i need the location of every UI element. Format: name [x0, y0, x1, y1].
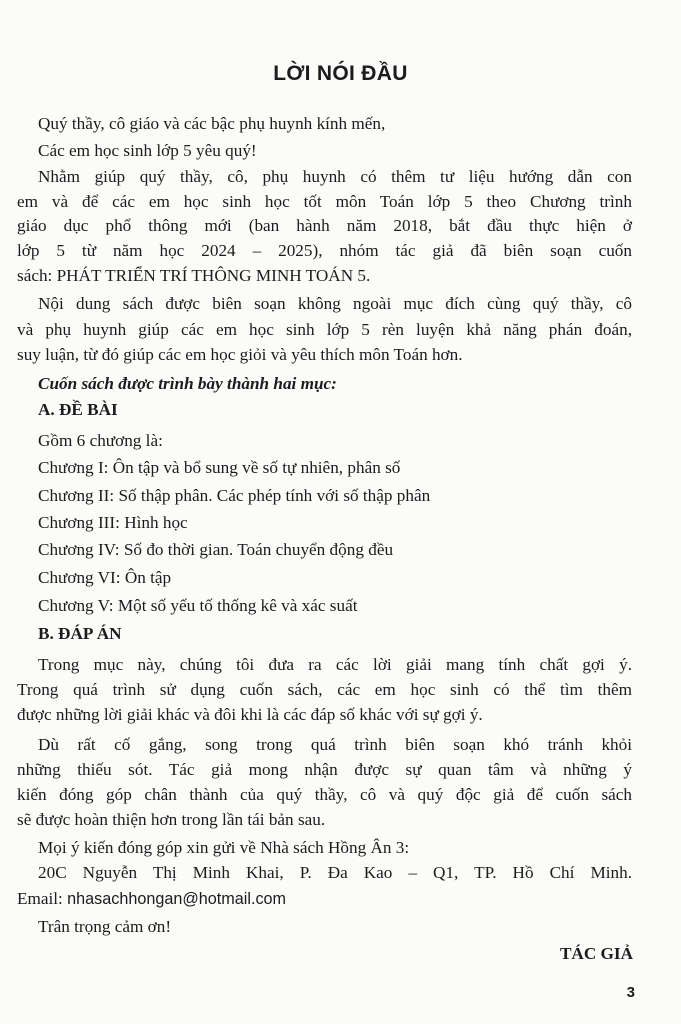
para-1-line-2: em và để các em học sinh học tốt môn Toán lớp 5 theo Chương trình — [17, 192, 632, 211]
greeting-line-2: Các em học sinh lớp 5 yêu quý! — [38, 141, 257, 160]
section-b-line-3: được những lời giải khác và đôi khi là các đáp số khác với sự gợi ý. — [17, 705, 483, 724]
contact-email-line — [17, 887, 632, 911]
author-signature: TÁC GIẢ — [559, 944, 633, 963]
para-3-line-3: kiến đóng góp chân thành của quý thầy, cô và quý độc giả để cuốn sách — [17, 785, 632, 804]
para-3-line-1: Dù rất cố gắng, song trong quá trình biên soạn khó tránh khỏi — [38, 735, 632, 754]
chapter-item: Chương V: Một số yếu tố thống kê và xác suất — [38, 596, 358, 615]
para-2-line-3: suy luận, từ đó giúp các em học giỏi và yêu thích môn Toán hơn. — [17, 345, 463, 364]
section-b-line-2: Trong quá trình sử dụng cuốn sách, các em học sinh có thể tìm thêm — [17, 680, 632, 699]
para-1-line-1: Nhằm giúp quý thầy, cô, phụ huynh có thêm tư liệu hướng dẫn con — [38, 167, 632, 186]
chapter-item: Chương VI: Ôn tập — [38, 568, 172, 587]
para-1-line-5: sách: PHÁT TRIỂN TRÍ THÔNG MINH TOÁN 5. — [17, 266, 371, 285]
para-2-line-1: Nội dung sách được biên soạn không ngoài mục đích cùng quý thầy, cô — [38, 294, 632, 313]
para-3-line-4: sẽ được hoàn thiện hơn trong lần tái bản sau. — [17, 810, 326, 829]
para-1-line-3: giáo dục phổ thông mới (ban hành năm 2018, bắt đầu thực hiện ở — [17, 216, 632, 235]
structure-heading: Cuốn sách được trình bày thành hai mục: — [38, 374, 337, 393]
section-b-line-1: Trong mục này, chúng tôi đưa ra các lời giải mang tính chất gợi ý. — [38, 655, 632, 674]
chapter-item: Chương II: Số thập phân. Các phép tính với số thập phân — [38, 486, 431, 505]
greeting-line-1: Quý thầy, cô giáo và các bậc phụ huynh kính mến, — [38, 114, 386, 133]
contact-address: 20C Nguyễn Thị Minh Khai, P. Đa Kao – Q1, TP. Hồ Chí Minh. — [38, 863, 632, 882]
page-title: LỜI NÓI ĐẦU — [273, 62, 408, 85]
chapter-item: Chương I: Ôn tập và bổ sung về số tự nhiên, phân số — [38, 458, 401, 477]
para-2-line-2: và phụ huynh giúp các em học sinh lớp 5 rèn luyện khả năng phán đoán, — [17, 320, 632, 339]
section-b-heading: B. ĐÁP ÁN — [38, 624, 122, 643]
thanks-line: Trân trọng cảm ơn! — [38, 917, 172, 936]
email-label: Email: — [17, 889, 68, 908]
section-a-intro: Gồm 6 chương là: — [38, 431, 163, 450]
contact-intro: Mọi ý kiến đóng góp xin gửi về Nhà sách Hồng Ân 3: — [38, 838, 410, 857]
para-3-line-2: những thiếu sót. Tác giả mong nhận được sự quan tâm và những ý — [17, 760, 632, 779]
section-a-heading: A. ĐỀ BÀI — [38, 400, 118, 419]
page-number: 3 — [626, 984, 635, 1001]
para-1-line-4: lớp 5 từ năm học 2024 – 2025), nhóm tác giả đã biên soạn cuốn — [17, 241, 632, 260]
chapter-item: Chương IV: Số đo thời gian. Toán chuyển động đều — [38, 540, 394, 559]
email-address: nhasachhongan@hotmail.com — [67, 890, 287, 908]
chapter-item: Chương III: Hình học — [38, 513, 188, 532]
